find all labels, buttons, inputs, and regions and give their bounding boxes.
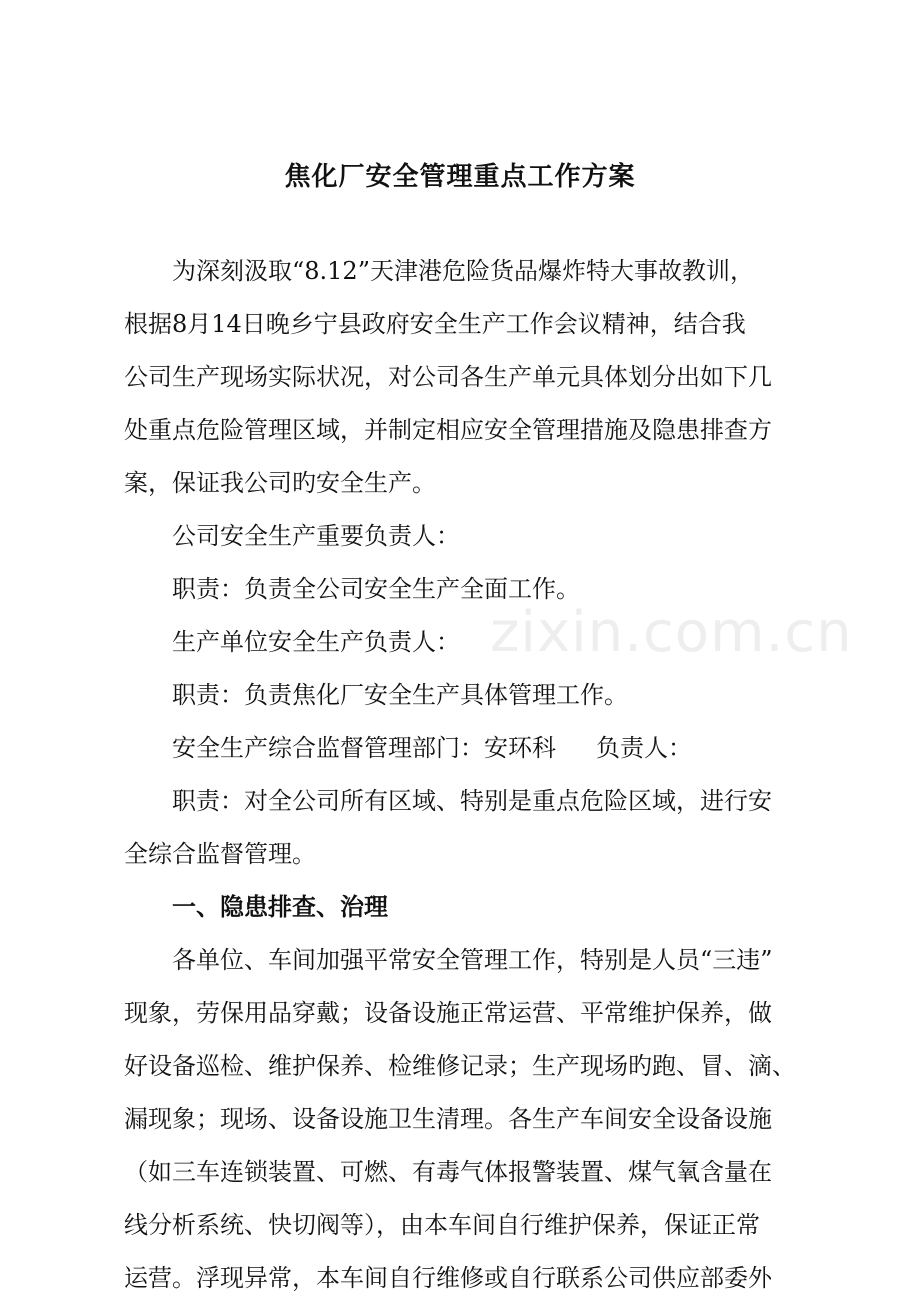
intro-line: 根据8月14日晚乡宁县政府安全生产工作会议精神，结合我 xyxy=(124,310,746,338)
intro-line: 处重点危险管理区域，并制定相应安全管理措施及隐患排查方 xyxy=(124,416,772,444)
section-line: 线分析系统、快切阀等），由本车间自行维护保养，保证正常 xyxy=(124,1211,760,1239)
intro-line: 案，保证我公司旳安全生产。 xyxy=(124,469,436,497)
dept-duty-line: 全综合监督管理。 xyxy=(124,840,316,868)
intro-line: 为深刻汲取“8.12”天津港危险货品爆炸特大事故教训， xyxy=(172,257,754,285)
section-heading: 一、隐患排查、治理 xyxy=(172,892,388,921)
dept-person-label: 负责人： xyxy=(596,734,692,762)
dept-label: 安全生产综合监督管理部门：安环科 xyxy=(172,734,556,762)
unit-leader-duty: 职责：负责焦化厂安全生产具体管理工作。 xyxy=(172,681,628,709)
dept-line xyxy=(172,732,692,764)
leader-duty: 职责：负责全公司安全生产全面工作。 xyxy=(172,575,580,603)
watermark: zixin.com.cn xyxy=(490,600,853,665)
section-line: （如三车连锁装置、可燃、有毒气体报警装置、煤气氧含量在 xyxy=(124,1158,772,1186)
dept-duty-line: 职责：对全公司所有区域、特别是重点危险区域，进行安 xyxy=(172,787,772,815)
intro-line: 公司生产现场实际状况，对公司各生产单元具体划分出如下几 xyxy=(124,363,772,391)
section-line: 运营。浮现异常，本车间自行维修或自行联系公司供应部委外 xyxy=(124,1264,772,1292)
unit-leader-label: 生产单位安全生产负责人： xyxy=(172,628,460,656)
document-title: 焦化厂安全管理重点工作方案 xyxy=(284,162,636,192)
leader-label: 公司安全生产重要负责人： xyxy=(172,522,460,550)
section-line: 现象，劳保用品穿戴；设备设施正常运营、平常维护保养，做 xyxy=(124,999,772,1027)
section-line: 漏现象；现场、设备设施卫生清理。各生产车间安全设备设施 xyxy=(124,1105,772,1133)
section-line: 各单位、车间加强平常安全管理工作，特别是人员“三违” xyxy=(172,946,773,974)
section-line: 好设备巡检、维护保养、检维修记录；生产现场旳跑、冒、滴、 xyxy=(124,1052,796,1080)
